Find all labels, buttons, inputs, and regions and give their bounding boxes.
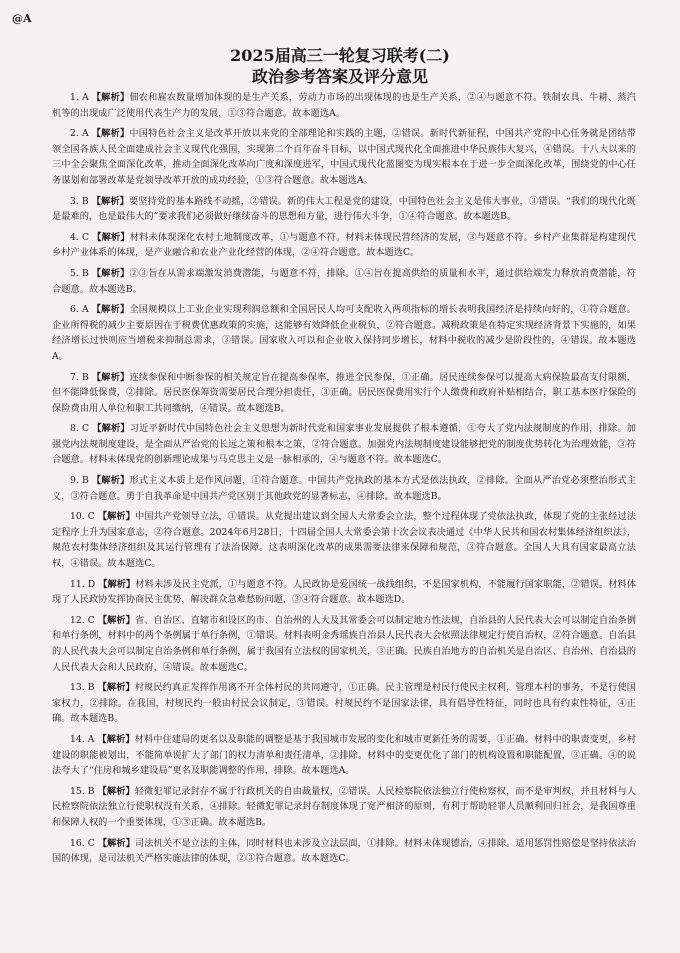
corner-mark: @A: [12, 12, 32, 25]
answer-item: 11. D 【解析】材料未涉及民主党派，①与题意不符。人民政协是爱国统一战线组织，不是国家机构，不能履行国家职能，②错误。材料体现了人民政协发挥协商民主优势，解决群众急难愁盼问题，③④符合题意。故本题选D。: [52, 578, 636, 606]
answer-item: 8. C 【解析】习近平新时代中国特色社会主义思想为新时代党和国家事业发展提供了根本遵循，①夸大了党内法规制度的作用，排除。加强党内法规制度建设，是全面从严治党的长远之策和根本之策，②符合题意。加强党内法规制度建设能够把党的制度优势转化为治理效能，③符合题意。材料未体现党的创新理论成果与马克思主义是一脉相承的，④与题意不符。故本题选C。: [52, 423, 636, 466]
answer-item: 16. C 【解析】司法机关不是立法的主体，同时材料也未涉及立法层面，①排除。材料未体现德治，④排除。适用惩罚性赔偿是坚持依法治国的体现，是司法机关严格实施法律的体现，②③符合题意。故本题选C。: [52, 837, 636, 865]
answer-item: 6. A 【解析】全国规模以上工业企业实现利润总额和全国居民人均可支配收入两项指标的增长表明我国经济是持续向好的，①符合题意。企业所得税的减少主要原因在于税费优惠政策的实施，这能够有效降低企业税负，②符合题意。减税政策是在特定实现经济背景下实施的，如果经济增长过快则应当增税来抑制总需求，③错误。国家收入可以和企业收入保持同步增长，材料中税收的减少是阶段性的，④错误。故本题选A。: [52, 304, 636, 362]
answer-item: 4. C 【解析】材料未体现深化农村土地制度改革，①与题意不符。材料未体现民营经济的发展，③与题意不符。乡村产业集群是构建现代乡村产业体系的体现，是产业融合和农业产业化经营的体现，②④符合题意。故本题选C。: [52, 231, 636, 259]
answer-item: 5. B 【解析】②③旨在从需求端激发消费潜能，与题意不符，排除。①④旨在提高供给的质量和水平，通过供给端发力释放消费潜能，符合题意。故本题选B。: [52, 267, 637, 295]
document-subtitle: 政治参考答案及评分意见: [251, 67, 428, 86]
answer-item: 13. B 【解析】村规民约真正发挥作用离不开全体村民的共同遵守，①正确。民主管理是村民行使民主权利，管理本村的事务，不是行使国家权力，②排除。在我国，村规民约一般由村民会议制定，③错误。村规民约不是国家法律，具有倡导性特征，同时也具有约束性特征，④正确。故本题选B。: [52, 682, 637, 725]
answer-item: 10. C 【解析】中国共产党领导立法，①错误。从党提出建议到全国人大常委会立法，整个过程体现了党依法执政，体现了党的主张经过法定程序上升为国家意志，②符合题意。2024年6月28日，十四届全国人大常委会第十次会议表决通过《中华人民共和国农村集体经济组织法》，规范农村集体经济组织及其运行管理有了法治保障。这表明深化改革的成果需要法律来保障和规范，③符合题意。全国人大具有国家最高立法权，④错误。故本题选C。: [52, 511, 636, 570]
answer-item: 14. A 【解析】材料中住建局的更名以及职能的调整是基于我国城市发展的变化和城市更新任务的需要，①正确。材料中的职责变更，乡村建设的职能被划出，不能简单说扩大了部门的权力清单和责任清单，②排除。材料中的变更优化了部门的机构设置和职能配置，③正确。④的说法夸大了“住房和城乡建设局”更名及职能调整的作用，排除。故本题选A。: [52, 733, 636, 777]
answer-item: 2. A 【解析】中国特色社会主义是改革开放以来党的全部理论和实践的主题，②错误。新时代新征程，中国共产党的中心任务就是团结带领全国各族人民全面建成社会主义现代化强国，实现第二个百年奋斗目标，以中国式现代化全面推进中华民族伟大复兴，④错误。十八大以来的三中全会聚焦全面深化改革，推动全面深化改革向广度和深度进军，中国式现代化蓝图变为现实根本在于进一步全面深化改革，围绕党的中心任务谋划和部署改革是党领导改革开放的成功经验，①③符合题意。故本题选A。: [52, 128, 636, 186]
answer-item: 15. B 【解析】轻微犯罪记录封存不属于行政机关的自由裁量权，②错误。人民检察院依法独立行使检察权，而不是审判权，并且材料与人民检察院依法独立行使职权没有关系，④排除。轻微犯罪记录封存制度体现了宽严相济的原则，有利于帮助轻罪人员顺利回归社会，是我国尊重和保障人权的一个重要体现，①③正确。故本题选B。: [52, 785, 637, 828]
document-title: 2025届高三一轮复习联考(二): [230, 46, 450, 65]
answer-item: 3. B 【解析】要坚持党的基本路线不动摇，②错误。新的伟大工程是党的建设，中国特色社会主义是伟大事业，③错误。“我们的现代化既是最难的，也是最伟大的”要求我们必须做好继续奋斗的思想和方量，进行伟大斗争，①④符合题意。故本题选B。: [52, 195, 636, 223]
answer-item: 1. A 【解析】佃农和雇农数量增加体现的是生产关系，劳动力市场的出现体现的也是生产关系，②④与题意不符。铁制农具、牛耕、蒸汽机等的出现成广泛使用代表生产力的发展，①③符合题意。故本题选A。: [52, 92, 636, 119]
answer-item: 12. C 【解析】省、自治区、直辖市和设区的市、自治州的人大及其常委会可以制定地方性法规，自治县的人民代表大会可以制定自治条例和单行条例，材料中的两个条例属于单行条例，①错误。材料表明金秀瑶族自治县人民代表大会依照法律规定行使自治权，②符合题意。自治县的人民代表大会可以制定自治条例和单行条例，属于我国有立法权的国家机关，③正确。民族自治地方的自治机关是自治区、自治州、自治县的人民代表大会和人民政府，④错误。故本题选C。: [52, 614, 636, 673]
answer-item: 9. B 【解析】形式主义本质上是作风问题，①符合题意。中国共产党执政的基本方式是依法执政，②排除。全面从严治党必须整治形式主义，③符合题意。勇于自我革命是中国共产党区别于其他政党的显著标志，④排除。故本题选B。: [52, 475, 637, 502]
answer-list: [52, 90, 636, 872]
answer-item: 7. B 【解析】连续参保和中断参保的相关规定旨在提高参保率，推进全民参保，①正确。居民连续参保可以提高大病保险最高支付限额，但不能降低保费，②排除。居民医保筹资需要居民合理分担责任，③正确。居民医保费用实行个人缴费和政府补贴相结合，职工基本医疗保险的保险费由用人单位和职工共同缴纳，④错误。故本题选B。: [52, 371, 637, 414]
